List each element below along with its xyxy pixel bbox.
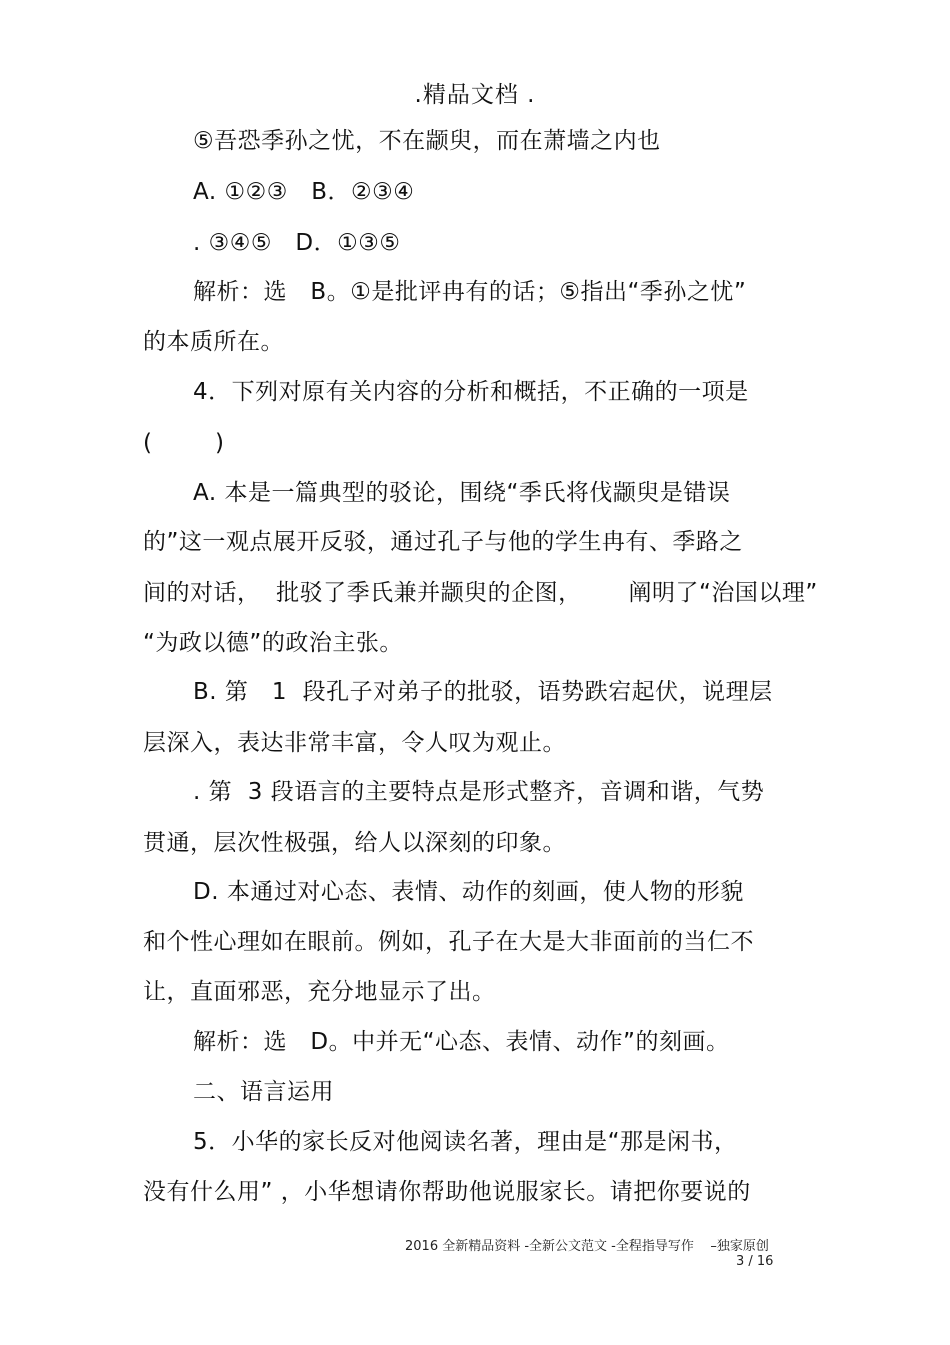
option-line: D. 本通过对心态、表情、动作的刻画，使人物的形貌 (193, 879, 744, 905)
text-line: 没有什么用” ，小华想请你帮助他说服家长。请把你要说的 (143, 1179, 751, 1205)
text-line: 的本质所在。 (143, 329, 284, 355)
text-line: 间的对话， 批驳了季氏兼并颛臾的企图， 阐明了“治国以理” (143, 580, 818, 606)
option-line: . ③④⑤ D．①③⑤ (193, 230, 401, 256)
text-line: 贯通，层次性极强，给人以深刻的印象。 (143, 830, 566, 856)
text-line: “为政以德”的政治主张。 (143, 630, 403, 656)
text-line: 层深入，表达非常丰富，令人叹为观止。 (143, 730, 566, 756)
answer-line: 解析：选 B。①是批评冉有的话；⑤指出“季孙之忧” (193, 279, 747, 305)
answer-blank: ( ) (143, 430, 225, 456)
page-footer: 2016 全新精品资料 -全新公文范文 -全程指导写作 –独家原创 (405, 1239, 769, 1254)
section-heading: 二、语言运用 (193, 1079, 334, 1105)
text-line: 和个性心理如在眼前。例如，孔子在大是大非面前的当仁不 (143, 929, 754, 955)
option-line: A. 本是一篇典型的驳论，围绕“季氏将伐颛臾是错误 (193, 480, 731, 506)
page-number: 3 / 16 (736, 1254, 774, 1269)
answer-line: 解析：选 D。中并无“心态、表情、动作”的刻画。 (193, 1029, 730, 1055)
option-line: B. 第 1 段孔子对弟子的批驳，语势跌宕起伏，说理层 (193, 679, 773, 705)
question-line: 4．下列对原有关内容的分析和概括，不正确的一项是 (193, 379, 749, 405)
page-header: .精品文档 . (414, 82, 536, 108)
option-line: A. ①②③ B．②③④ (193, 179, 415, 205)
text-line: ⑤吾恐季孙之忧，不在颛臾，而在萧墙之内也 (193, 128, 661, 154)
text-line: 的”这一观点展开反驳，通过孔子与他的学生冉有、季路之 (143, 529, 743, 555)
question-line: 5．小华的家长反对他阅读名著，理由是“那是闲书， (193, 1129, 738, 1155)
text-line: 让，直面邪恶，充分地显示了出。 (143, 979, 496, 1005)
option-line: . 第 3 段语言的主要特点是形式整齐，音调和谐，气势 (193, 779, 765, 805)
